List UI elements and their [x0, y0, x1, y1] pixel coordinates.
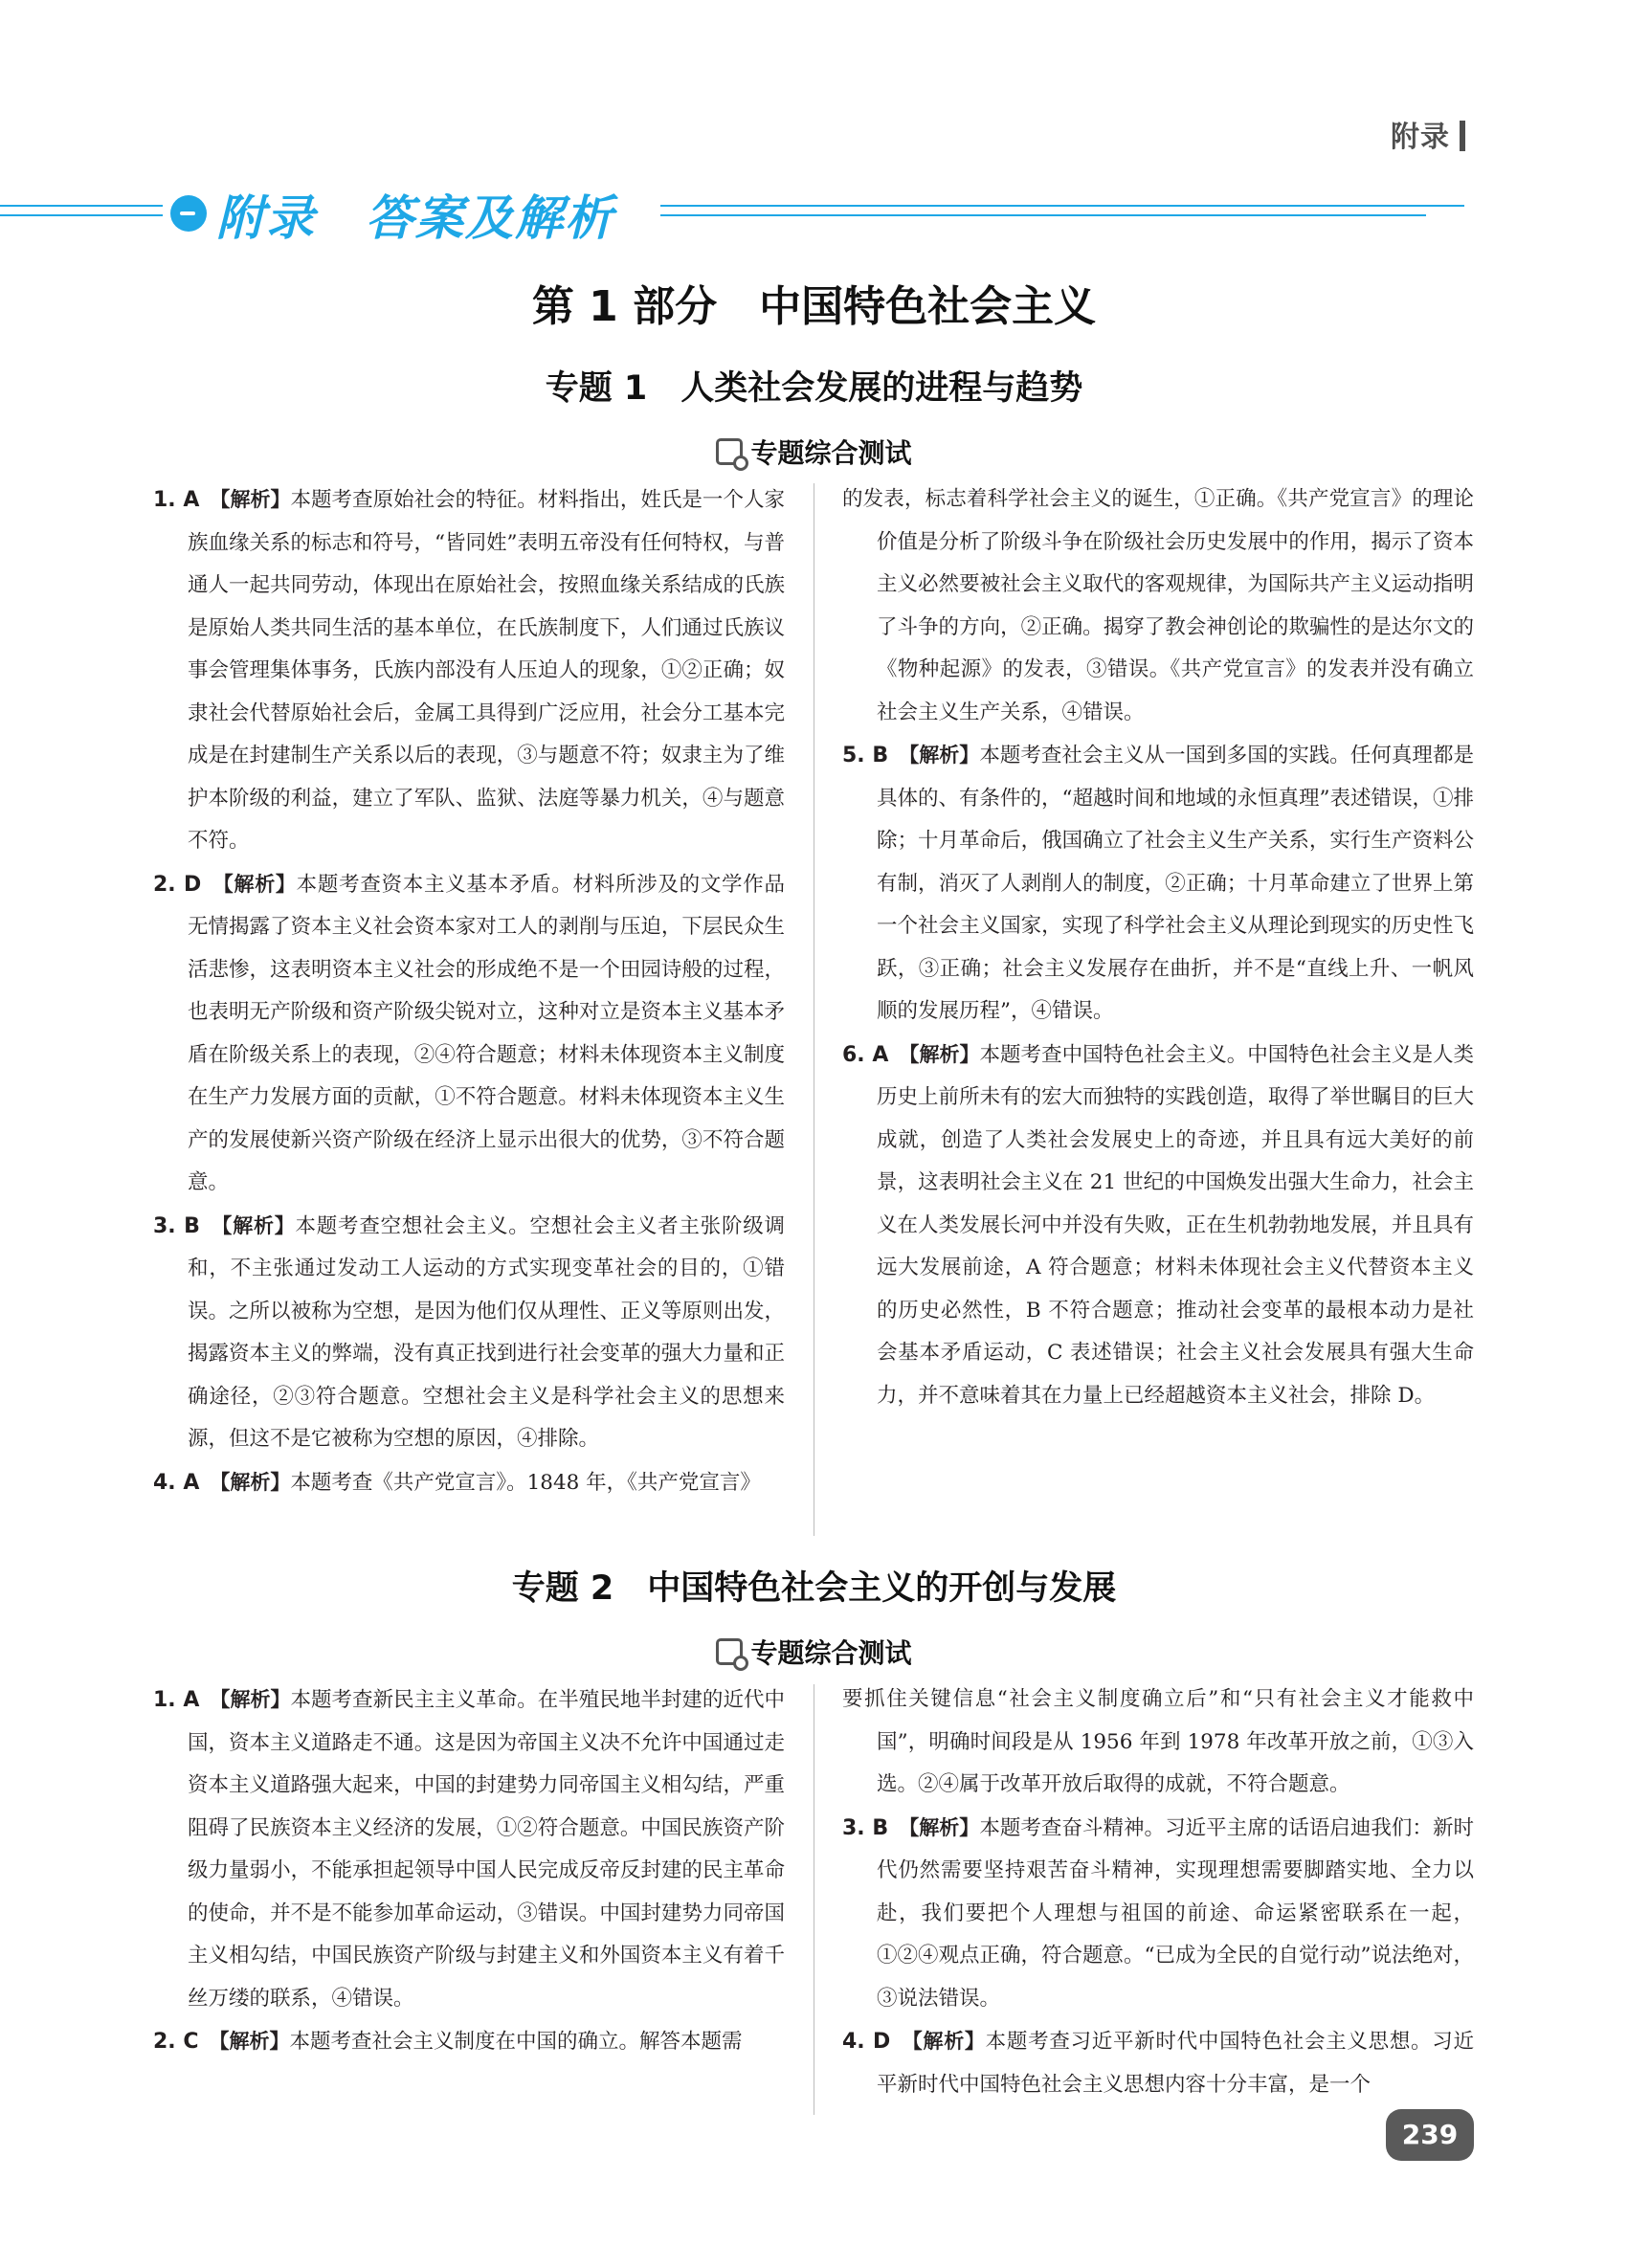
topic-2-right-column: [842, 1679, 1474, 2106]
appendix-banner: [0, 172, 1628, 249]
page-number: 239: [1386, 2109, 1474, 2161]
answer-entry: 2. D 【解析】本题考查资本主义基本矛盾。材料所涉及的文学作品无情揭露了资本主义社会资本家对工人的剥削与压迫，下层民众生活悲惨，这表明资本主义社会的形成绝不是一个田园诗般的过程，也表明无产阶级和资产阶级尖锐对立，这种对立是资本主义基本矛盾在阶级关系上的表现，②④符合题意；材料未体现资本主义制度在生产力发展方面的贡献，①不符合题意。材料未体现资本主义生产的发展使新兴资产阶级在经济上显示出很大的优势，③不符合题意。: [153, 872, 785, 1194]
section-tag: 附录: [1391, 113, 1465, 155]
answer-entry: 1. A 【解析】本题考查新民主主义革命。在半殖民地半封建的近代中国，资本主义道路走不通。这是因为帝国主义决不允许中国通过走资本主义道路强大起来，中国的封建势力同帝国主义相勾结，严重阻碍了民族资本主义经济的发展，①②符合题意。中国民族资产阶级力量弱小，不能承担起领导中国人民完成反帝反封建的民主革命的使命，并不是不能参加革命运动，③错误。中国封建势力同帝国主义相勾结，中国民族资产阶级与封建主义和外国资本主义有着千丝万缕的联系，④错误。: [153, 1688, 785, 2011]
answer-entry: 2. C 【解析】本题考查社会主义制度在中国的确立。解答本题需: [153, 2030, 743, 2054]
answer-entry: 5. B 【解析】本题考查社会主义从一国到多国的实践。任何真理都是具体的、有条件的，“超越时间和地域的永恒真理”表述错误，①排除；十月革命后，俄国确立了社会主义生产关系，实行生产资料公有制，消灭了人剥削人的制度，②正确；十月革命建立了世界上第一个社会主义国家，实现了科学社会主义从理论到现实的历史性飞跃，③正确；社会主义发展存在曲折，并不是“直线上升、一帆风顺的发展历程”，④错误。: [842, 744, 1474, 1023]
appendix-icon: [170, 195, 207, 232]
test-icon: [716, 438, 743, 465]
banner-title: 附录 答案及解析: [216, 190, 614, 246]
answer-entry: 4. A 【解析】本题考查《共产党宣言》。1848 年，《共产党宣言》: [153, 1470, 761, 1495]
answer-entry: 4. D 【解析】本题考查习近平新时代中国特色社会主义思想。习近平新时代中国特色社会主义思想内容十分丰富，是一个: [842, 2030, 1474, 2097]
answer-entry: 6. A 【解析】本题考查中国特色社会主义。中国特色社会主义是人类历史上前所未有的宏大而独特的实践创造，取得了举世瞩目的巨大成就，创造了人类社会发展史上的奇迹，并且具有远大美好的前景，这表明社会主义在 21 世纪的中国焕发出强大生命力，社会主义在人类发展长河中并没有失败，正在生机勃勃地发展，并且具有远大发展前途，A 符合题意；材料未体现社会主义代替资本主义的历史必然性，B 不符合题意；推动社会变革的最根本动力是社会基本矛盾运动，C 表述错误；社会主义社会发展具有强大生命力，并不意味着其在力量上已经超越资本主义社会，排除 D。: [842, 1042, 1474, 1408]
banner-line-right: [660, 205, 1464, 207]
banner-line-left: [0, 205, 163, 207]
answer-entry: 3. B 【解析】本题考查奋斗精神。习近平主席的话语启迪我们：新时代仍然需要坚持艰苦奋斗精神，实现理想需要脚踏实地、全力以赴，我们要把个人理想与祖国的前途、命运紧密联系在一起，①②④观点正确，符合题意。“已成为全民的自觉行动”说法绝对，③说法错误。: [842, 1815, 1474, 2011]
topic-2-title: 专题 2 中国特色社会主义的开创与发展: [511, 1569, 1117, 1608]
part-title: 第 1 部分 中国特色社会主义: [531, 282, 1097, 331]
test-icon: [716, 1638, 743, 1665]
topic-2-left-column: [153, 1679, 785, 2064]
answer-entry: 1. A 【解析】本题考查原始社会的特征。材料指出，姓氏是一个人家族血缘关系的标志和符号，“皆同姓”表明五帝没有任何特权，与普通人一起共同劳动，体现出在原始社会，按照血缘关系结成的氏族是原始人类共同生活的基本单位，在氏族制度下，人们通过氏族议事会管理集体事务，氏族内部没有人压迫人的现象，①②正确；奴隶社会代替原始社会后，金属工具得到广泛应用，社会分工基本完成是在封建制生产关系以后的表现，③与题意不符；奴隶主为了维护本阶级的利益，建立了军队、监狱、法庭等暴力机关，④与题意不符。: [153, 488, 785, 853]
answer-entry: 3. B 【解析】本题考查空想社会主义。空想社会主义者主张阶级调和，不主张通过发动工人运动的方式实现变革社会的目的，①错误。之所以被称为空想，是因为他们仅从理性、正义等原则出发，揭露资本主义的弊端，没有真正找到进行社会变革的强大力量和正确途径，②③符合题意。空想社会主义是科学社会主义的思想来源，但这不是它被称为空想的原因，④排除。: [153, 1213, 785, 1451]
answer-entry-continued: 要抓住关键信息“社会主义制度确立后”和“只有社会主义才能救中国”，明确时间段是从 1956 年到 1978 年改革开放之前，①③入选。②④属于改革开放后取得的成就，不符合题意。: [842, 1687, 1474, 1796]
banner-line-right-2: [660, 214, 1426, 216]
topic-1-left-column: [153, 478, 785, 1504]
topic-2-test-heading: 专题综合测试: [0, 1633, 1628, 1671]
topic-1-test-heading: 专题综合测试: [0, 433, 1628, 471]
topic-1-right-column: [842, 478, 1474, 1417]
answer-entry-continued: 的发表，标志着科学社会主义的诞生，①正确。《共产党宣言》的理论价值是分析了阶级斗争在阶级社会历史发展中的作用，揭示了资本主义必然要被社会主义取代的客观规律，为国际共产主义运动指明了斗争的方向，②正确。揭穿了教会神创论的欺骗性的是达尔文的《物种起源》的发表，③错误。《共产党宣言》的发表并没有确立社会主义生产关系，④错误。: [842, 487, 1474, 724]
banner-line-left-2: [0, 214, 163, 216]
topic-1-title: 专题 1 人类社会发展的进程与趋势: [545, 369, 1083, 408]
section-tag-bar: [1460, 121, 1465, 151]
